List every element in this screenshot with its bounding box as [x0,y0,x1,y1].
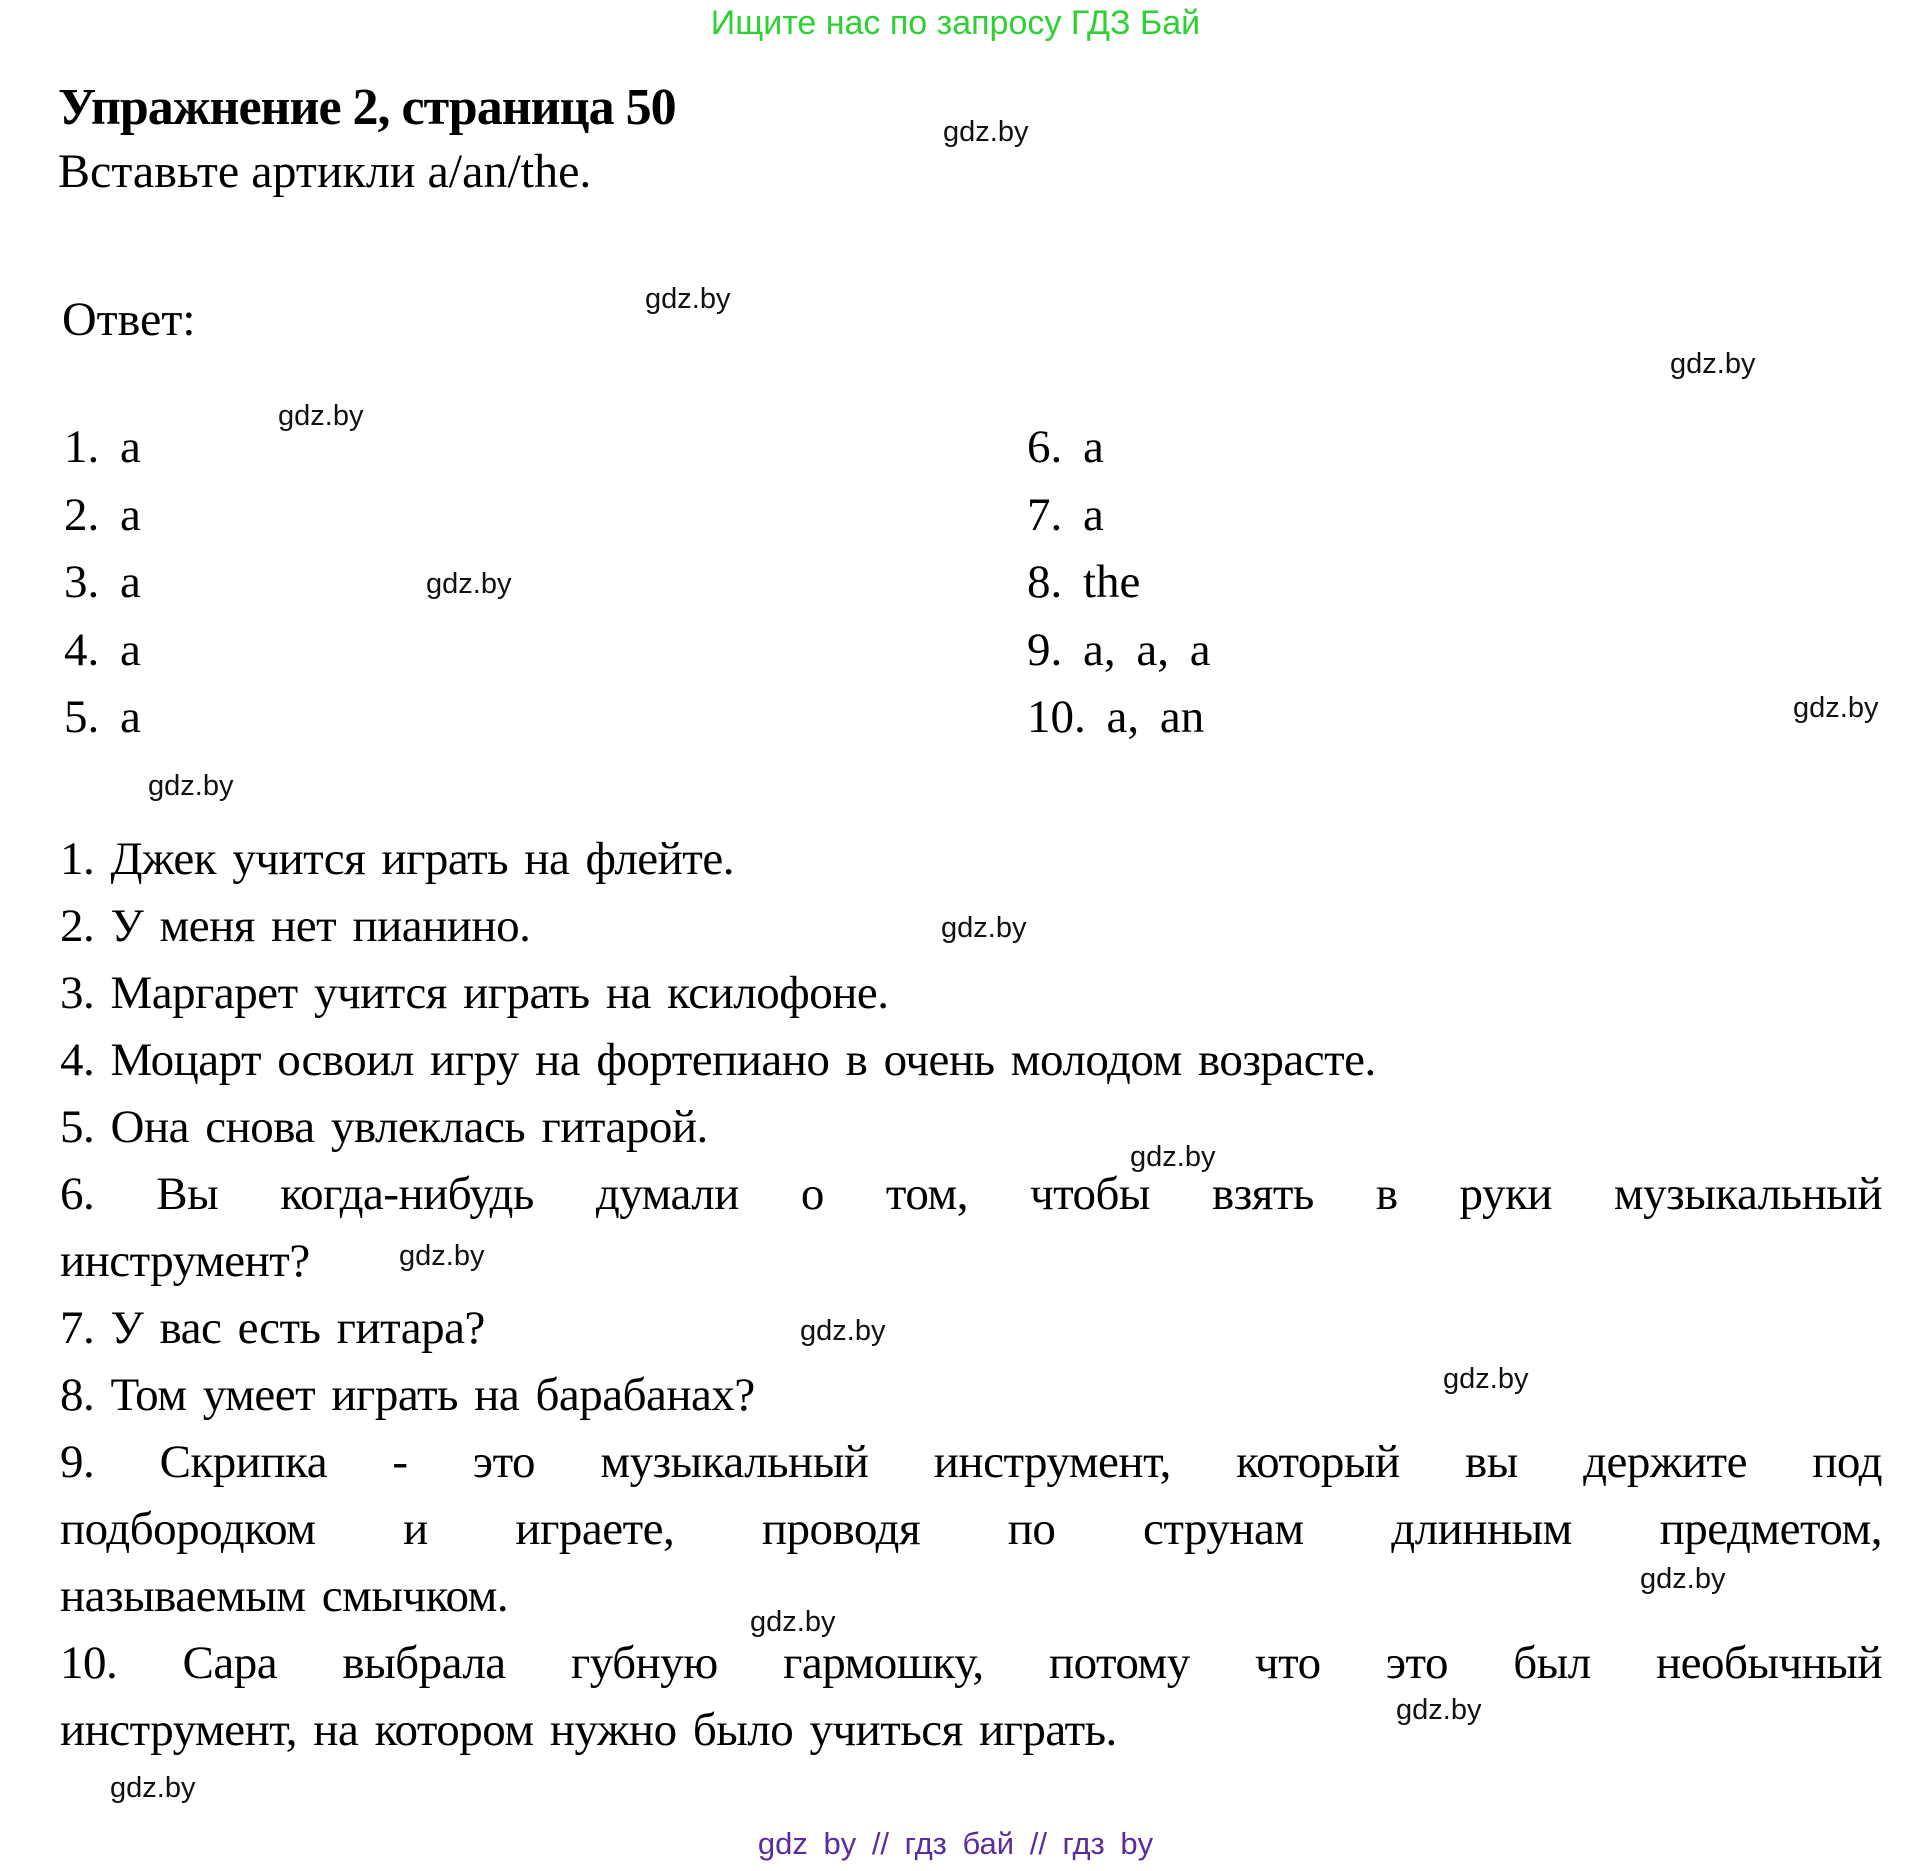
answer-item-2: 2. a [64,489,141,541]
translation-line: 3. Маргарет учится играть на ксилофоне. [60,967,889,1019]
translation-line: 2. У меня нет пианино. [60,900,531,952]
answer-item-8: 8. the [1027,556,1141,608]
answer-item-5: 5. a [64,691,141,743]
translation-line: 9. Скрипка - это музыкальный инструмент, который вы держите под [60,1436,1882,1488]
gdz-watermark: gdz.by [941,912,1027,944]
translation-line: 5. Она снова увлеклась гитарой. [60,1101,708,1153]
translation-line: инструмент, на котором нужно было учиться играть. [60,1704,1117,1756]
gdz-watermark: gdz.by [1443,1363,1529,1395]
gdz-watermark: gdz.by [110,1772,196,1804]
gdz-watermark: gdz.by [426,568,512,600]
answer-item-9: 9. a, a, a [1027,624,1211,676]
gdz-watermark: gdz.by [750,1606,836,1638]
promo-banner: Ищите нас по запросу ГДЗ Бай [710,4,1201,42]
translation-line: 10. Сара выбрала губную гармошку, потому что это был необычный [60,1637,1882,1689]
answer-item-1: 1. a [64,421,141,473]
translation-line: подбородком и играете, проводя по струнам длинным предметом, [60,1503,1882,1555]
exercise-task: Вставьте артикли a/an/the. [58,145,592,198]
translation-line: инструмент? [60,1235,310,1287]
exercise-title: Упражнение 2, страница 50 [58,79,676,136]
translation-line: называемым смычком. [60,1570,509,1622]
translation-line: 7. У вас есть гитара? [60,1302,485,1354]
gdz-watermark: gdz.by [148,770,234,802]
gdz-watermark: gdz.by [1396,1694,1482,1726]
translation-line: 8. Том умеет играть на барабанах? [60,1369,755,1421]
gdz-watermark: gdz.by [645,283,731,315]
translation-line: 4. Моцарт освоил игру на фортепиано в очень молодом возрасте. [60,1034,1376,1086]
answer-item-7: 7. a [1027,489,1104,541]
answer-label: Ответ: [62,293,196,346]
gdz-watermark: gdz.by [943,116,1029,148]
gdz-watermark: gdz.by [1130,1141,1216,1173]
translation-list [60,826,1882,1764]
gdz-watermark: gdz.by [278,400,364,432]
translation-line: 1. Джек учится играть на флейте. [60,833,734,885]
footer-links: gdz by // гдз бай // гдз by [757,1826,1154,1861]
answer-item-3: 3. a [64,556,141,608]
answer-item-6: 6. a [1027,421,1104,473]
answer-item-4: 4. a [64,624,141,676]
translation-line: 6. Вы когда-нибудь думали о том, чтобы взять в руки музыкальный [60,1168,1882,1220]
gdz-watermark: gdz.by [1670,348,1756,380]
gdz-watermark: gdz.by [1640,1563,1726,1595]
gdz-watermark: gdz.by [1793,692,1879,724]
answer-item-10: 10. a, an [1027,691,1205,743]
gdz-watermark: gdz.by [800,1315,886,1347]
gdz-watermark: gdz.by [399,1240,485,1272]
